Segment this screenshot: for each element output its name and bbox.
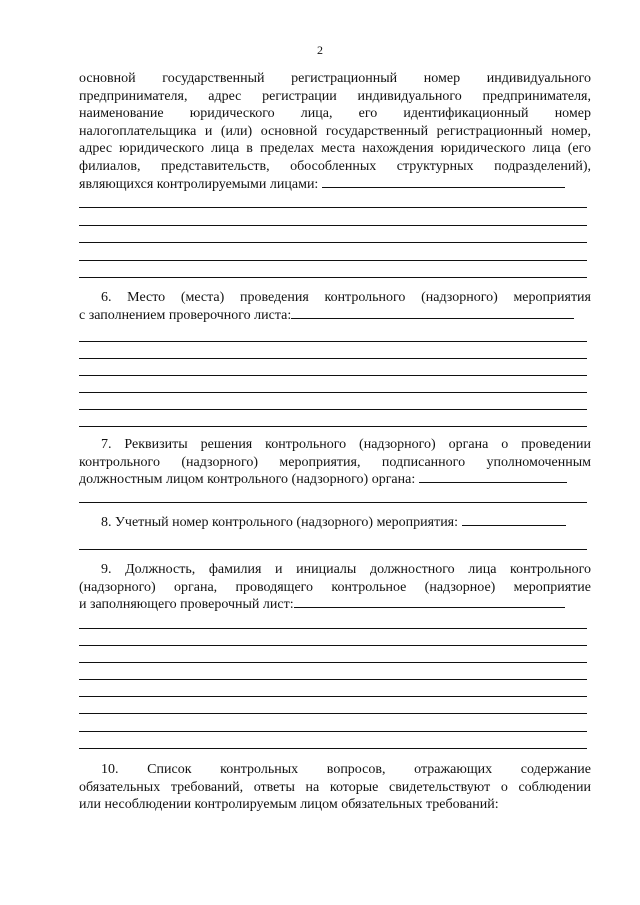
text-line: 6. Место (места) проведения контрольного (надзорного) мероприятия: [101, 290, 591, 305]
blank-line[interactable]: [79, 242, 587, 243]
text-line: филиалов, представительств, обособленных структурных подразделений),: [79, 158, 591, 174]
blank-line[interactable]: [79, 748, 587, 749]
blank-line[interactable]: [79, 731, 587, 732]
text-line: предпринимателя, адрес регистрации индивидуального предпринимателя,: [79, 88, 591, 104]
section-7-text: [79, 436, 591, 489]
page-number: 2: [317, 43, 323, 57]
section-10-text: [79, 761, 591, 814]
text-line: [79, 176, 591, 194]
blank-line[interactable]: [79, 207, 587, 208]
field-label: 8. Учетный номер контрольного (надзорного) мероприятия:: [101, 515, 459, 530]
blank-line[interactable]: [79, 645, 587, 646]
blank-line[interactable]: [79, 679, 587, 680]
text-line: контрольного (надзорного) мероприятия, подписанного уполномоченным: [79, 454, 591, 470]
section-8-text: [79, 514, 591, 532]
text-line: [79, 514, 591, 532]
blank-line[interactable]: [79, 409, 587, 410]
text-line: (надзорного) органа, проводящего контрольное (надзорное) мероприятие: [79, 579, 591, 595]
text-line: налогоплательщика и (или) основной государственный регистрационный номер,: [79, 123, 591, 139]
text-line: [79, 596, 591, 614]
text-line: 7. Реквизиты решения контрольного (надзорного) органа о проведении: [101, 437, 591, 452]
field-label: являющихся контролируемыми лицами:: [79, 176, 319, 192]
text-line: обязательных требований, ответы на которые свидетельствуют о соблюдении: [79, 779, 591, 795]
blank-line[interactable]: [79, 225, 587, 226]
section-5-text: [79, 70, 591, 193]
text-line: адрес юридического лица в пределах места нахождения юридического лица (его: [79, 141, 591, 157]
blank-line[interactable]: [79, 628, 587, 629]
blank-line[interactable]: [79, 696, 587, 697]
blank-field[interactable]: [462, 524, 566, 526]
blank-line[interactable]: [79, 392, 587, 393]
blank-line[interactable]: [79, 502, 587, 503]
text-line: [79, 471, 591, 489]
text-line: 10. Список контрольных вопросов, отражающих содержание: [101, 762, 591, 777]
text-line: [79, 307, 591, 325]
section-6-text: [79, 289, 591, 324]
field-label: должностным лицом контрольного (надзорного) органа:: [79, 472, 416, 488]
blank-line[interactable]: [79, 549, 587, 550]
blank-line[interactable]: [79, 277, 587, 278]
blank-line[interactable]: [79, 375, 587, 376]
blank-line[interactable]: [79, 358, 587, 359]
section-9-text: [79, 561, 591, 614]
text-line: 9. Должность, фамилия и инициалы должностного лица контрольного: [101, 562, 591, 577]
text-line: основной государственный регистрационный номер индивидуального: [79, 71, 591, 86]
blank-field[interactable]: [294, 606, 565, 608]
blank-line[interactable]: [79, 260, 587, 261]
field-label: и заполняющего проверочный лист:: [79, 597, 294, 613]
blank-field[interactable]: [291, 317, 574, 319]
text-line: наименование юридического лица, его идентификационный номер: [79, 106, 591, 122]
blank-line[interactable]: [79, 713, 587, 714]
blank-line[interactable]: [79, 662, 587, 663]
blank-field[interactable]: [419, 481, 567, 483]
text-line: или несоблюдении контролируемым лицом обязательных требований:: [79, 797, 499, 813]
blank-line[interactable]: [79, 341, 587, 342]
blank-field[interactable]: [322, 186, 565, 188]
field-label: с заполнением проверочного листа:: [79, 307, 292, 323]
blank-line[interactable]: [79, 426, 587, 427]
